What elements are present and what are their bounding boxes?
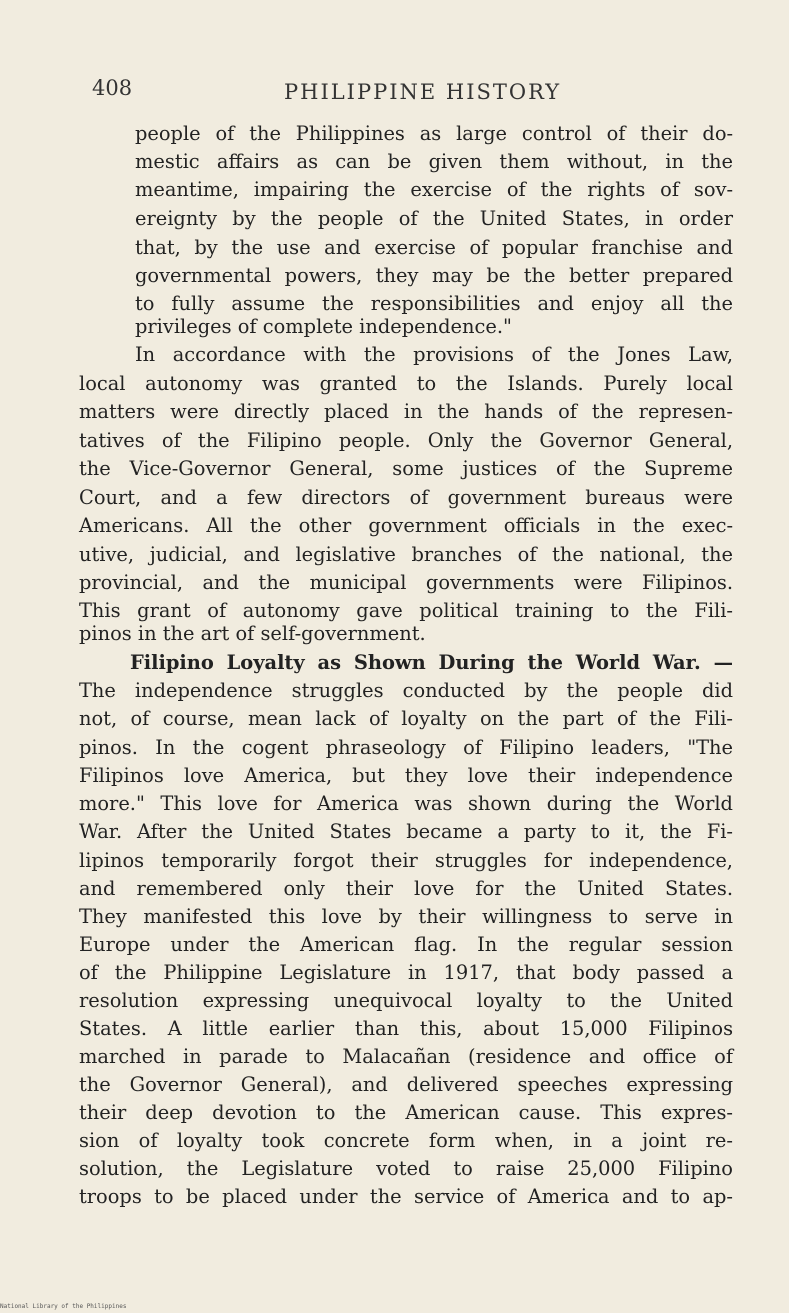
text-line: local autonomy was granted to the Islands. Purely local xyxy=(79,372,733,395)
text-line: Europe under the American flag. In the regular session xyxy=(79,933,734,956)
text-line: meantime, impairing the exercise of the rights of sov- xyxy=(135,178,733,201)
text-line: States. A little earlier than this, about 15,000 Filipinos xyxy=(79,1017,734,1040)
text-line: sion of loyalty took concrete form when, in a joint re- xyxy=(79,1129,733,1152)
text-line: In accordance with the provisions of the Jones Law, xyxy=(135,343,733,366)
text-line: that, by the use and exercise of popular franchise and xyxy=(135,236,733,259)
text-line: tatives of the Filipino people. Only the Governor General, xyxy=(79,429,734,452)
text-line: Filipinos love America, but they love their independence xyxy=(79,764,733,787)
text-line: the Governor General), and delivered speeches expressing xyxy=(79,1073,733,1096)
text-line: ereignty by the people of the United States, in order xyxy=(135,207,733,230)
running-title: PHILIPPINE HISTORY xyxy=(284,80,562,104)
text-line: Court, and a few directors of government bureaus were xyxy=(79,486,734,509)
text-line: utive, judicial, and legislative branches of the national, the xyxy=(79,543,733,566)
text-line: matters were directly placed in the hands of the represen- xyxy=(79,400,733,423)
text-line: solution, the Legislature voted to raise 25,000 Filipino xyxy=(79,1157,733,1180)
text-line: privileges of complete independence." xyxy=(135,315,512,338)
text-line: lipinos temporarily forgot their struggles for independence, xyxy=(79,849,733,872)
text-line: people of the Philippines as large control of their do- xyxy=(135,122,734,145)
text-line: This grant of autonomy gave political training to the Fili- xyxy=(79,599,733,622)
text-line: War. After the United States became a party to it, the Fi- xyxy=(79,820,733,843)
text-line: Americans. All the other government officials in the exec- xyxy=(79,514,733,537)
text-line: resolution expressing unequivocal loyalty to the United xyxy=(79,989,733,1012)
text-line: pinos in the art of self-government. xyxy=(79,622,426,645)
text-line: and remembered only their love for the United States. xyxy=(79,877,733,900)
text-line: to fully assume the responsibilities and enjoy all the xyxy=(135,292,734,315)
text-line: their deep devotion to the American cause. This expres- xyxy=(79,1101,733,1124)
text-line: of the Philippine Legislature in 1917, that body passed a xyxy=(79,961,734,984)
text-line: governmental powers, they may be the better prepared xyxy=(135,264,734,287)
library-credit: National Library of the Philippines xyxy=(0,1303,127,1310)
text-line: The independence struggles conducted by the people did xyxy=(79,679,734,702)
text-line: not, of course, mean lack of loyalty on the part of the Fili- xyxy=(79,707,733,730)
text-line: the Vice-Governor General, some justices of the Supreme xyxy=(79,457,733,480)
text-line: They manifested this love by their willingness to serve in xyxy=(79,905,734,928)
text-line: provincial, and the municipal governments were Filipinos. xyxy=(79,571,733,594)
text-line: more." This love for America was shown during the World xyxy=(79,792,733,815)
text-line: pinos. In the cogent phraseology of Filipino leaders, "The xyxy=(79,736,734,759)
page-number: 408 xyxy=(92,76,133,100)
section-heading: Filipino Loyalty as Shown During the World War. — xyxy=(130,651,733,674)
text-line: mestic affairs as can be given them without, in the xyxy=(135,150,733,173)
text-line: marched in parade to Malacañan (residence and office of xyxy=(79,1045,734,1068)
text-line: troops to be placed under the service of America and to ap- xyxy=(79,1185,733,1208)
